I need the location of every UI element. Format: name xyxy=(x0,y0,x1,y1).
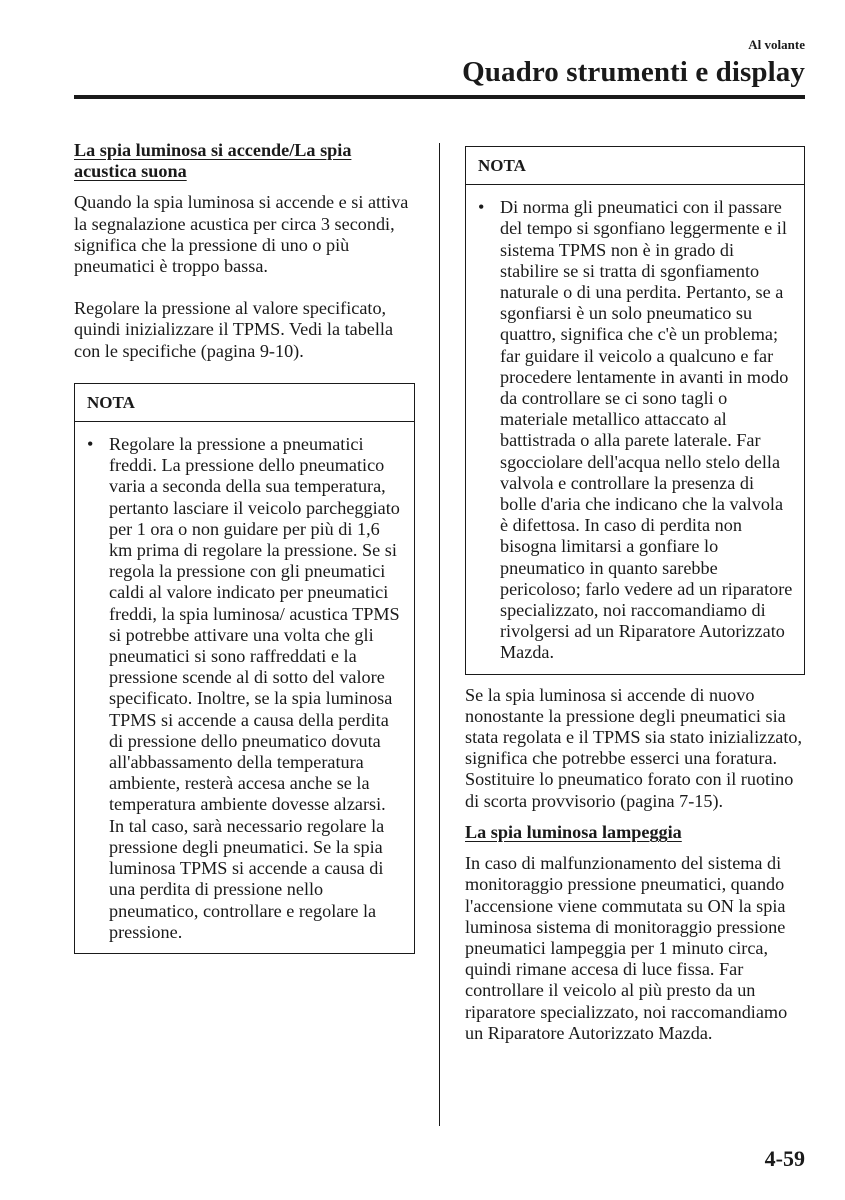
note-body xyxy=(75,422,414,953)
note-box-cold-tires xyxy=(74,383,415,954)
paragraph-adjust-pressure: Regolare la pressione al valore specificato, quindi inizializzare il TPMS. Vedi la tabella con le specifiche (pagina 9-10). xyxy=(74,298,394,361)
note-title: NOTA xyxy=(466,147,804,185)
note-text: Di norma gli pneumatici con il passare del tempo si sgonfiano leggermente e il sistema TPMS non è in grado di stabilire se si tratta di sgonfiamento naturale o di una perdita. Pertanto, se a sgonfiarsi è un solo pneumatico su quattro, significa che c'è un problema; far guidare il veicolo a qualcuno e far procedere lentamente in avanti in modo da controllare se ci sono tagli o materiale metallico attaccato al battistrada o alla parete laterale. Far sgocciolare dell'acqua nello stelo della valvola e controllare la presenza di bolle d'aria che indicano che la valvola è difettosa. In caso di perdita non bisogna limitarsi a gonfiare lo pneumatico in quanto sarebbe pericoloso; farlo vedere ad un riparatore specializzato, noi raccomandiamo di rivolgersi ad un Riparatore Autorizzato Mazda. xyxy=(500,197,793,663)
list-item xyxy=(478,197,794,663)
section-label: Al volante xyxy=(748,37,805,52)
paragraph-malfunction: In caso di malfunzionamento del sistema di monitoraggio pressione pneumatici, quando l'accensione viene commutata su ON la spia luminosa sistema di monitoraggio pressione pneumatici lampeggia per 1 minuto circa, quindi rimane accesa di luce fissa. Far controllare il veicolo al più presto da un riparatore specializzato, noi raccomandiamo un Riparatore Autorizzato Mazda. xyxy=(465,853,788,1043)
note-text: Regolare la pressione a pneumatici freddi. La pressione dello pneumatico varia a seconda della sua temperatura, pertanto lasciare il veicolo parcheggiato per 1 ora o non guidare per più di 1,6 km prima di regolare la pressione. Se si regola la pressione con gli pneumatici caldi al valore indicato per pneumatici freddi, la spia luminosa/ acustica TPMS si potrebbe attivare una volta che gli pneumatici si sono raffreddati e la pressione scende al di sotto del valore specificato. Inoltre, se la spia luminosa TPMS si accende a causa della perdita di pressione dello pneumatico dovuta all'abbassamento della temperatura ambiente, resterà accesa anche se la temperatura ambiente dovesse alzarsi. In tal caso, sarà necessario regolare la pressione degli pneumatici. Se la spia luminosa TPMS si accende a causa di una perdita di pressione nello pneumatico, controllare e regolare la pressione. xyxy=(109,434,400,942)
column-divider xyxy=(439,143,440,1126)
left-column xyxy=(74,140,415,954)
section-heading-warning-flashes: La spia luminosa lampeggia xyxy=(465,821,682,842)
list-item xyxy=(87,434,404,943)
section-heading-warning-on: La spia luminosa si accende/La spia acustica suona xyxy=(74,140,352,182)
paragraph-puncture: Se la spia luminosa si accende di nuovo nonostante la pressione degli pneumatici sia stata regolata e il TPMS sia stato inizializzato, significa che potrebbe esserci una foratura. Sostituire lo pneumatico forato con il ruotino di scorta provvisorio (pagina 7-15). xyxy=(465,684,803,811)
page-title: Quadro strumenti e display xyxy=(462,56,805,88)
note-box-deflation xyxy=(465,146,805,675)
right-column xyxy=(465,146,805,1044)
bullet-icon: • xyxy=(87,434,94,455)
note-title: NOTA xyxy=(75,384,414,422)
page-number: 4-59 xyxy=(764,1146,805,1171)
note-body xyxy=(466,185,804,673)
bullet-icon: • xyxy=(478,197,485,218)
paragraph-low-pressure: Quando la spia luminosa si accende e si attiva la segnalazione acustica per circa 3 secondi, significa che la pressione di uno o più pneumatici è troppo bassa. xyxy=(74,192,409,277)
header-rule xyxy=(74,95,805,99)
